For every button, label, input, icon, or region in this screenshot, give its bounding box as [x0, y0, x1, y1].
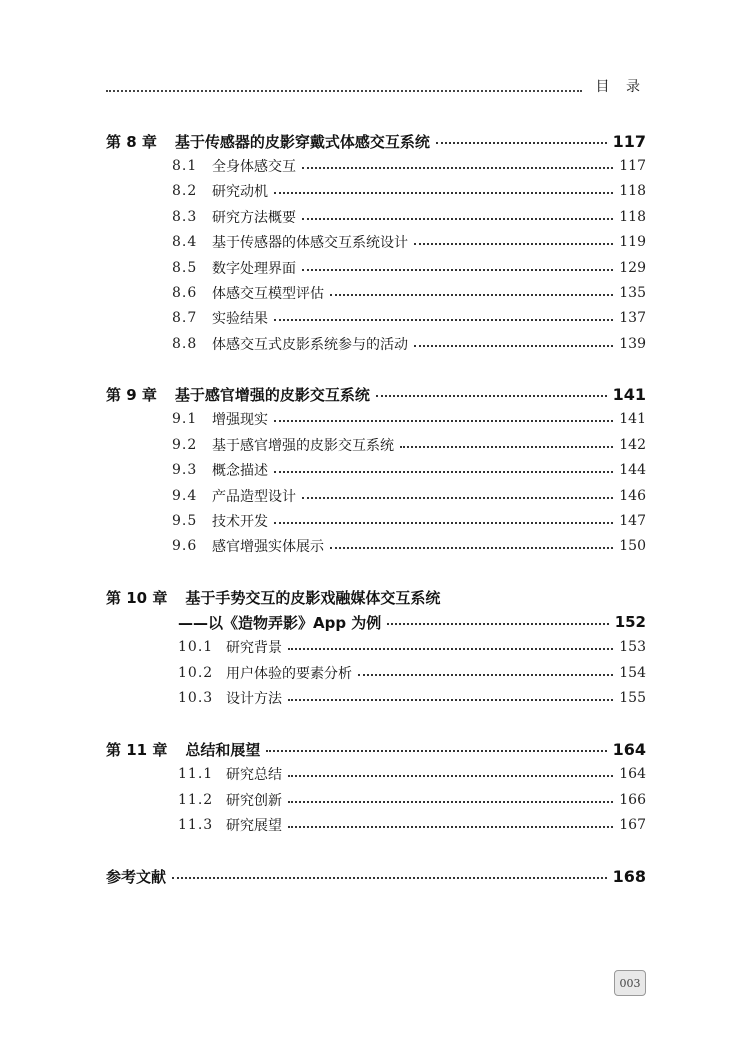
section-page: 167	[619, 817, 646, 833]
toc-references-entry[interactable]	[106, 865, 646, 887]
toc-section-entry[interactable]	[178, 814, 646, 836]
section-page: 135	[619, 285, 646, 301]
chapter-subtitle: ——以《造物弄影》App 为例	[178, 613, 382, 632]
section-title: 产品造型设计	[212, 489, 296, 505]
chapter-page: 152	[614, 613, 646, 631]
section-page: 150	[619, 538, 646, 554]
section-title: 感官增强实体展示	[212, 539, 324, 555]
section-title: 基于感官增强的皮影交互系统	[212, 438, 394, 454]
section-number: 10.2	[178, 665, 214, 681]
section-title: 技术开发	[212, 514, 268, 530]
toc-section-entry[interactable]	[172, 180, 646, 202]
section-number: 8.3	[172, 209, 198, 225]
chapter-title: 基于手势交互的皮影戏融媒体交互系统	[185, 588, 441, 607]
section-number: 8.8	[172, 336, 198, 352]
toc-chapter-subtitle[interactable]	[178, 611, 646, 633]
section-page: 137	[619, 310, 646, 326]
dot-leader	[436, 142, 607, 144]
section-number: 8.6	[172, 285, 198, 301]
chapter-title: 基于传感器的皮影穿戴式体感交互系统	[174, 132, 430, 151]
section-title: 全身体感交互	[212, 159, 296, 175]
dot-leader	[172, 877, 607, 879]
section-number: 8.1	[172, 158, 198, 174]
section-page: 166	[619, 792, 646, 808]
references-page: 168	[612, 866, 646, 886]
toc-section-entry[interactable]	[178, 636, 646, 658]
section-number: 8.7	[172, 310, 198, 326]
section-title: 研究展望	[226, 818, 282, 834]
header-title: 目 录	[595, 79, 646, 95]
toc-section-entry[interactable]	[172, 155, 646, 177]
header-rule	[106, 90, 582, 92]
dot-leader	[266, 750, 606, 752]
section-title: 增强现实	[212, 412, 268, 428]
dot-leader	[288, 826, 613, 828]
dot-leader	[274, 319, 613, 321]
section-page: 118	[619, 183, 646, 199]
section-number: 9.2	[172, 437, 198, 453]
section-page: 142	[619, 437, 646, 453]
toc-section-entry[interactable]	[172, 510, 646, 532]
dot-leader	[288, 648, 613, 650]
section-page: 146	[619, 488, 646, 504]
chapter-title: 基于感官增强的皮影交互系统	[174, 385, 370, 404]
section-title: 研究动机	[212, 184, 268, 200]
section-page: 153	[619, 639, 646, 655]
section-number: 9.3	[172, 462, 198, 478]
section-title: 用户体验的要素分析	[226, 666, 352, 682]
section-title: 概念描述	[212, 463, 268, 479]
section-title: 体感交互模型评估	[212, 286, 324, 302]
toc-chapter-entry[interactable]	[106, 130, 646, 152]
section-number: 8.4	[172, 234, 198, 250]
chapter-title: 总结和展望	[185, 740, 261, 759]
section-number: 9.5	[172, 513, 198, 529]
section-number: 10.1	[178, 639, 214, 655]
section-number: 9.6	[172, 538, 198, 554]
toc-section-entry[interactable]	[172, 282, 646, 304]
section-page: 139	[619, 336, 646, 352]
toc-section-entry[interactable]	[172, 257, 646, 279]
dot-leader	[414, 243, 613, 245]
section-page: 154	[619, 665, 646, 681]
section-page: 119	[619, 234, 646, 250]
chapter-page: 141	[612, 384, 646, 404]
chapter-page: 117	[612, 131, 646, 151]
section-number: 11.1	[178, 766, 214, 782]
section-number: 8.5	[172, 260, 198, 276]
toc-section-entry[interactable]	[172, 307, 646, 329]
toc-section-entry[interactable]	[172, 231, 646, 253]
toc-section-entry[interactable]	[172, 535, 646, 557]
section-title: 实验结果	[212, 311, 268, 327]
dot-leader	[330, 294, 613, 296]
section-number: 8.2	[172, 183, 198, 199]
section-title: 研究创新	[226, 793, 282, 809]
toc-chapter-entry[interactable]	[106, 738, 646, 760]
dot-leader	[288, 775, 613, 777]
dot-leader	[274, 192, 613, 194]
section-page: 118	[619, 209, 646, 225]
references-title: 参考文献	[106, 867, 167, 886]
toc-section-entry[interactable]	[178, 687, 646, 709]
page-number-badge: 003	[614, 970, 646, 996]
section-title: 体感交互式皮影系统参与的活动	[212, 337, 408, 353]
chapter-number: 第 11 章	[106, 740, 168, 759]
toc-section-entry[interactable]	[172, 459, 646, 481]
section-title: 研究总结	[226, 767, 282, 783]
chapter-page: 164	[612, 739, 646, 759]
toc-section-entry[interactable]	[178, 763, 646, 785]
section-number: 11.2	[178, 792, 214, 808]
dot-leader	[358, 674, 613, 676]
dot-leader	[274, 420, 613, 422]
dot-leader	[302, 218, 613, 220]
section-page: 117	[619, 158, 646, 174]
toc-section-entry[interactable]	[172, 206, 646, 228]
dot-leader	[302, 269, 613, 271]
dot-leader	[400, 446, 613, 448]
section-number: 9.1	[172, 411, 198, 427]
section-title: 数字处理界面	[212, 261, 296, 277]
dot-leader	[274, 522, 613, 524]
section-number: 11.3	[178, 817, 214, 833]
section-page: 141	[619, 411, 646, 427]
section-page: 144	[619, 462, 646, 478]
dot-leader	[302, 497, 613, 499]
toc-section-entry[interactable]	[178, 789, 646, 811]
dot-leader	[376, 395, 607, 397]
toc-section-entry[interactable]	[172, 434, 646, 456]
section-number: 10.3	[178, 690, 214, 706]
toc-section-entry[interactable]	[178, 662, 646, 684]
dot-leader	[414, 345, 613, 347]
section-title: 设计方法	[226, 691, 282, 707]
toc-section-entry[interactable]	[172, 485, 646, 507]
section-title: 基于传感器的体感交互系统设计	[212, 235, 408, 251]
dot-leader	[387, 623, 608, 625]
toc-chapter-entry[interactable]	[106, 586, 646, 608]
dot-leader	[302, 167, 613, 169]
toc-chapter-entry[interactable]	[106, 383, 646, 405]
toc-section-entry[interactable]	[172, 408, 646, 430]
section-title: 研究方法概要	[212, 210, 296, 226]
section-number: 9.4	[172, 488, 198, 504]
section-title: 研究背景	[226, 640, 282, 656]
dot-leader	[288, 801, 613, 803]
dot-leader	[330, 547, 613, 549]
section-page: 147	[619, 513, 646, 529]
section-page: 129	[619, 260, 646, 276]
chapter-number: 第 10 章	[106, 588, 168, 607]
running-header	[106, 74, 646, 96]
dot-leader	[288, 699, 613, 701]
chapter-number: 第 9 章	[106, 385, 157, 404]
dot-leader	[274, 471, 613, 473]
section-page: 164	[619, 766, 646, 782]
toc-section-entry[interactable]	[172, 333, 646, 355]
chapter-number: 第 8 章	[106, 132, 157, 151]
section-page: 155	[619, 690, 646, 706]
